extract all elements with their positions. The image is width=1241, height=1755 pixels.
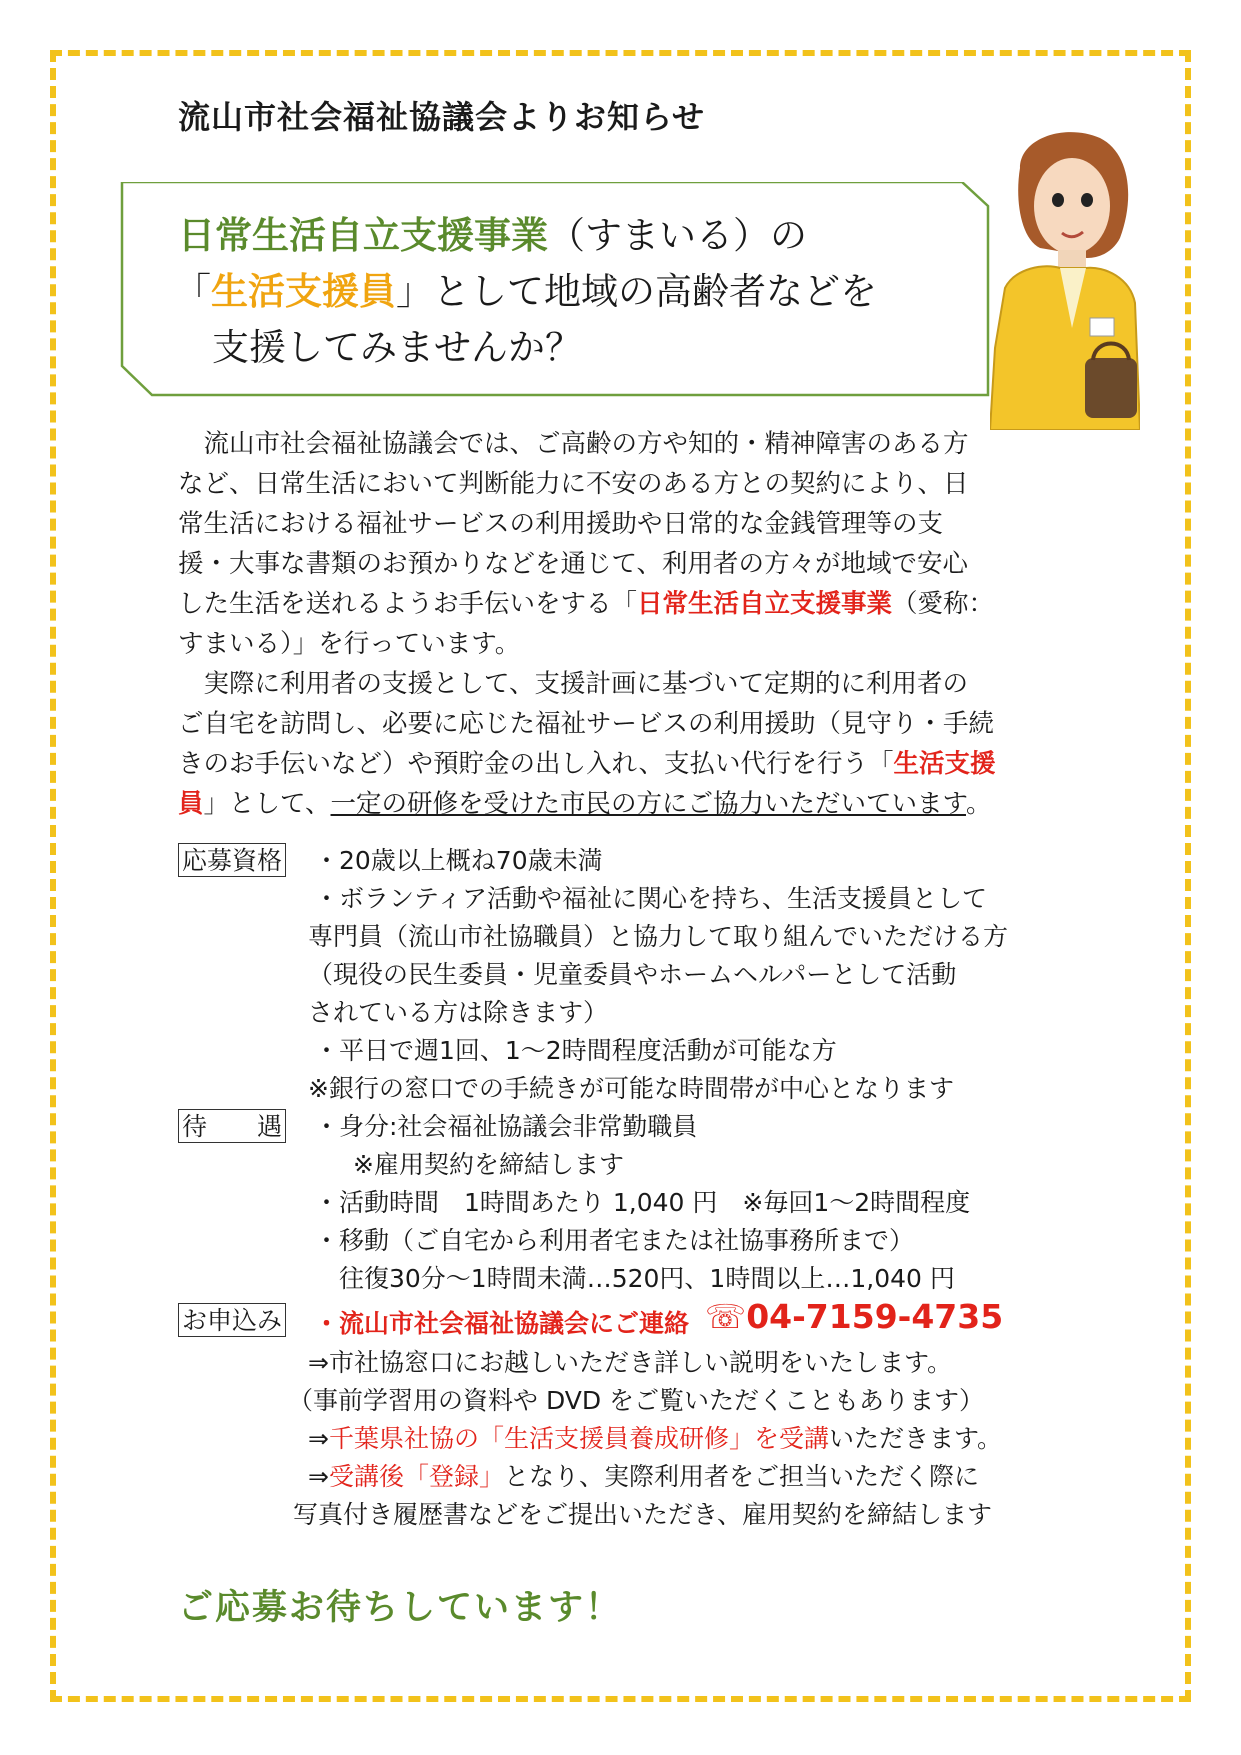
qualifications-label: 応募資格 (178, 843, 286, 877)
apply-contact: ・流山市社会福祉協議会にご連絡 ☏04-7159-4735 (314, 1297, 1004, 1338)
details-section (178, 842, 1138, 1534)
headline-line-1: 日常生活自立支援事業（すまいる）の (178, 214, 807, 257)
intro-line: など、日常生活において判断能力に不安のある方との契約により、日 (178, 469, 969, 499)
intro-line: すまいる）」を行っています。 (178, 629, 521, 659)
treatment-line: 往復30分～1時間未満…520円、1時間以上…1,040 円 (314, 1264, 955, 1293)
qualification-line: 専門員（流山市社協職員）と協力して取り組んでいただける方 (308, 922, 1009, 951)
headline-line-2: 「生活支援員」として地域の高齢者などを (174, 270, 877, 313)
org-notice-heading: 流山市社会福祉協議会よりお知らせ (178, 98, 706, 136)
qualification-line: （現役の民生委員・児童委員やホームヘルパーとして活動 (308, 960, 957, 989)
intro-line: きのお手伝いなど）や預貯金の出し入れ、支払い代行を行う「生活支援 (178, 749, 996, 779)
qualification-line: ・20歳以上概ね70歳未満 (314, 846, 603, 875)
intro-line: 援・大事な書類のお預かりなどを通じて、利用者の方々が地域で安心 (178, 549, 968, 579)
apply-label: お申込み (178, 1303, 286, 1337)
apply-line: ⇒市社協窓口にお越しいただき詳しい説明をいたします。 (308, 1348, 952, 1377)
apply-line: （事前学習用の資料や DVD をご覧いただくこともあります） (288, 1386, 985, 1415)
intro-line: ご自宅を訪問し、必要に応じた福祉サービスの利用援助（見守り・手続 (178, 709, 995, 739)
apply-line: ⇒受講後「登録」となり、実際利用者をご担当いただく際に (308, 1462, 979, 1491)
apply-line: ⇒千葉県社協の「生活支援員養成研修」を受講いただきます。 (308, 1424, 1002, 1453)
treatment-line: ・移動（ご自宅から利用者宅または社協事務所まで） (314, 1226, 915, 1255)
headline (174, 208, 877, 376)
intro-line: 常生活における福祉サービスの利用援助や日常的な金銭管理等の支 (178, 509, 944, 539)
intro-text (178, 424, 1078, 824)
treatment-line: ・活動時間 1時間あたり 1,040 円 ※毎回1～2時間程度 (314, 1188, 971, 1217)
qualification-line: ※銀行の窓口での手続きが可能な時間帯が中心となります (308, 1074, 954, 1103)
intro-line: 員」として、一定の研修を受けた市民の方にご協力いただいています。 (178, 789, 992, 819)
headline-box (120, 182, 990, 397)
intro-line: 流山市社会福祉協議会では、ご高齢の方や知的・精神障害のある方 (178, 429, 969, 459)
treatment-label: 待 遇 (178, 1109, 286, 1143)
support-worker-illustration (990, 128, 1140, 430)
intro-line: した生活を送れるようお手伝いをする「日常生活自立支援事業（愛称： (178, 589, 995, 619)
apply-line: 写真付き履歴書などをご提出いただき、雇用契約を締結します (293, 1500, 993, 1529)
intro-line: 実際に利用者の支援として、支援計画に基づいて定期的に利用者の (178, 669, 968, 699)
closing-message: ご応募お待ちしています！ (178, 1588, 623, 1628)
treatment-line: ※雇用契約を締結します (328, 1150, 624, 1179)
qualification-line: ・平日で週1回、1～2時間程度活動が可能な方 (314, 1036, 837, 1065)
headline-line-3: 支援してみませんか？ (212, 326, 582, 369)
treatment-line: ・身分:社会福祉協議会非常勤職員 (314, 1112, 698, 1141)
phone-number: ☏04-7159-4735 (704, 1297, 1004, 1336)
qualification-line: ・ボランティア活動や福祉に関心を持ち、生活支援員として (314, 884, 988, 913)
qualification-line: されている方は除きます） (308, 998, 609, 1027)
